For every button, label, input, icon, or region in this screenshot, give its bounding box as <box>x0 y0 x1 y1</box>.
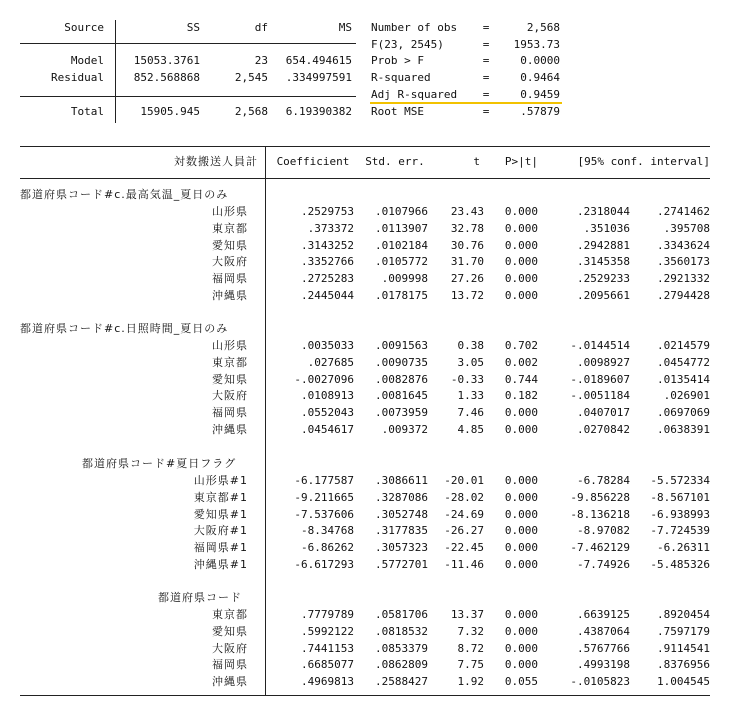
p-value: 0.000 <box>504 641 538 655</box>
coef-value: .2529753 <box>301 205 354 218</box>
ci-high-value: 1.004545 <box>657 675 710 689</box>
coef-value: .3352766 <box>301 255 354 269</box>
stat-value: 0.9459 <box>520 88 560 101</box>
p-value: 0.000 <box>504 474 538 487</box>
ci-high-value: .9114541 <box>657 641 710 655</box>
ci-low-value: -6.78284 <box>577 474 630 487</box>
row-label: 大阪府 <box>212 255 248 269</box>
row-label: 愛知県 <box>212 372 248 386</box>
anova-header-df: df <box>254 21 268 34</box>
ci-low-value: -.0189607 <box>570 372 630 386</box>
group-title: 都道府県コード#夏日フラグ <box>82 457 237 470</box>
p-value: 0.000 <box>504 406 538 420</box>
ci-low-value: -.0144514 <box>570 339 630 352</box>
coef-value: -.0027096 <box>294 372 354 386</box>
ci-low-value: .0407017 <box>577 406 630 420</box>
coef-value: .7779789 <box>301 608 354 621</box>
ci-high-value: -7.724539 <box>650 524 710 538</box>
ci-high-value: .3560173 <box>657 255 710 269</box>
coef-value: -6.177587 <box>294 474 354 487</box>
stat-equals: = <box>482 21 490 34</box>
coef-value: .0035033 <box>301 339 354 352</box>
t-value: -28.02 <box>444 490 484 504</box>
p-value: 0.000 <box>504 608 538 621</box>
stat-value: 2,568 <box>526 21 560 34</box>
ci-low-value: .6639125 <box>577 608 630 621</box>
p-value: 0.000 <box>504 658 538 672</box>
coef-value: .2445044 <box>301 289 354 302</box>
row-label: 福岡県 <box>212 272 248 286</box>
coef-value: .0454617 <box>301 423 354 436</box>
row-label: 大阪府 <box>212 389 248 403</box>
anova-ss-value: 15905.945 <box>140 105 200 118</box>
p-value: 0.744 <box>504 372 538 386</box>
ci-low-value: .2318044 <box>577 205 630 218</box>
ci-high-value: .026901 <box>663 389 710 403</box>
stat-equals: = <box>482 88 490 101</box>
ci-low-value: .3145358 <box>577 255 630 269</box>
row-label: 愛知県 <box>212 624 248 638</box>
coef-header-coefficient: Coefficient <box>276 155 350 168</box>
coef-value: -8.34768 <box>301 524 354 538</box>
anova-ss-value: 852.568868 <box>133 71 200 84</box>
coef-value: .027685 <box>307 355 354 369</box>
ci-low-value: .2529233 <box>577 272 630 286</box>
coef-value: -6.617293 <box>294 558 354 571</box>
p-value: 0.000 <box>504 272 538 286</box>
stderr-value: .0102184 <box>375 238 428 252</box>
anova-df-value: 2,545 <box>234 71 268 84</box>
p-value: 0.000 <box>504 205 538 218</box>
stderr-value: .0090735 <box>375 355 428 369</box>
coef-header-rule <box>20 178 710 179</box>
ci-high-value: -5.572334 <box>650 474 710 487</box>
ci-high-value: .2921332 <box>657 272 710 286</box>
ci-low-value: -.0051184 <box>570 389 630 403</box>
stderr-value: .009372 <box>381 423 428 436</box>
ci-high-value: .2741462 <box>657 205 710 218</box>
p-value: 0.000 <box>504 558 538 571</box>
ci-high-value: .0214579 <box>657 339 710 352</box>
coef-value: .6685077 <box>301 658 354 672</box>
t-value: -11.46 <box>444 558 484 571</box>
coef-top-rule <box>20 146 710 147</box>
stderr-value: .0862809 <box>375 658 428 672</box>
coef-header-p: P>|t| <box>504 155 538 168</box>
row-label: 沖縄県 <box>212 289 248 302</box>
stderr-value: .3052748 <box>375 507 428 521</box>
t-value: 13.37 <box>450 608 484 621</box>
ci-low-value: .2942881 <box>577 238 630 252</box>
stderr-value: .3287086 <box>375 490 428 504</box>
ci-high-value: .0454772 <box>657 355 710 369</box>
anova-total-rule <box>20 96 356 97</box>
p-value: 0.000 <box>504 221 538 235</box>
coef-value: .0108913 <box>301 389 354 403</box>
p-value: 0.000 <box>504 524 538 538</box>
row-label: 福岡県 <box>212 406 248 420</box>
row-label: 沖縄県 <box>212 423 248 436</box>
coef-value: -7.537606 <box>294 507 354 521</box>
stat-equals: = <box>482 105 490 118</box>
anova-df-value: 2,568 <box>234 105 268 118</box>
stat-equals: = <box>482 71 490 84</box>
stderr-value: .0581706 <box>375 608 428 621</box>
row-label: 東京都#1 <box>193 490 248 504</box>
stat-value: .57879 <box>520 105 560 118</box>
row-label: 山形県 <box>212 205 248 218</box>
stderr-value: .0818532 <box>375 624 428 638</box>
row-label: 東京都 <box>212 355 248 369</box>
p-value: 0.000 <box>504 289 538 302</box>
anova-header-ms: MS <box>338 21 352 34</box>
p-value: 0.000 <box>504 238 538 252</box>
stderr-value: .0082876 <box>375 372 428 386</box>
stat-label: Root MSE <box>371 105 424 118</box>
t-value: 30.76 <box>450 238 484 252</box>
ci-high-value: -6.938993 <box>650 507 710 521</box>
t-value: -20.01 <box>444 474 484 487</box>
ci-low-value: -7.74926 <box>577 558 630 571</box>
coef-value: .3143252 <box>301 238 354 252</box>
ci-high-value: .395708 <box>663 221 710 235</box>
t-value: 1.92 <box>457 675 484 689</box>
ci-high-value: .3343624 <box>657 238 710 252</box>
anova-vertical-rule <box>115 20 116 123</box>
row-label: 沖縄県#1 <box>193 558 248 571</box>
stderr-value: .0178175 <box>375 289 428 302</box>
anova-source-label: Model <box>70 54 104 67</box>
t-value: 31.70 <box>450 255 484 269</box>
coef-header-depvar: 対数搬送人員計 <box>174 155 258 168</box>
anova-source-label: Total <box>70 105 104 118</box>
coef-value: .7441153 <box>301 641 354 655</box>
ci-high-value: .7597179 <box>657 624 710 638</box>
group-title: 都道府県コード#c.日照時間_夏日のみ <box>20 322 229 335</box>
stderr-value: .0081645 <box>375 389 428 403</box>
t-value: 0.38 <box>457 339 484 352</box>
coef-value: .4969813 <box>301 675 354 689</box>
stat-label: F(23, 2545) <box>371 38 444 51</box>
p-value: 0.000 <box>504 423 538 436</box>
t-value: -22.45 <box>444 541 484 555</box>
stat-value: 0.0000 <box>520 54 560 67</box>
anova-ss-value: 15053.3761 <box>133 54 200 67</box>
coef-bottom-rule <box>20 695 710 696</box>
ci-low-value: .4387064 <box>577 624 630 638</box>
p-value: 0.000 <box>504 490 538 504</box>
stderr-value: .0073959 <box>375 406 428 420</box>
anova-ms-value: 654.494615 <box>285 54 352 67</box>
t-value: 7.46 <box>457 406 484 420</box>
ci-low-value: .351036 <box>583 221 630 235</box>
anova-df-value: 23 <box>254 54 268 67</box>
p-value: 0.000 <box>504 255 538 269</box>
row-label: 沖縄県 <box>212 675 248 689</box>
anova-ms-value: 6.19390382 <box>285 105 352 118</box>
t-value: 7.75 <box>457 658 484 672</box>
p-value: 0.000 <box>504 507 538 521</box>
ci-low-value: -8.136218 <box>570 507 630 521</box>
coef-value: .5992122 <box>301 624 354 638</box>
t-value: 23.43 <box>450 205 484 218</box>
anova-header-source: Source <box>64 21 104 34</box>
ci-high-value: -5.485326 <box>650 558 710 571</box>
anova-source-label: Residual <box>51 71 104 84</box>
row-label: 東京都 <box>212 608 248 621</box>
p-value: 0.055 <box>504 675 538 689</box>
coef-value: -9.211665 <box>294 490 354 504</box>
coef-header-t: t <box>473 155 480 168</box>
stat-label: Prob > F <box>371 54 424 67</box>
t-value: 1.33 <box>457 389 484 403</box>
stderr-value: .5772701 <box>375 558 428 571</box>
t-value: 27.26 <box>450 272 484 286</box>
ci-low-value: -9.856228 <box>570 490 630 504</box>
stderr-value: .3086611 <box>375 474 428 487</box>
coef-value: .373372 <box>307 221 354 235</box>
stat-equals: = <box>482 54 490 67</box>
t-value: 8.72 <box>457 641 484 655</box>
ci-low-value: -.0105823 <box>570 675 630 689</box>
stat-label: Number of obs <box>371 21 458 34</box>
ci-high-value: -8.567101 <box>650 490 710 504</box>
stderr-value: .0105772 <box>375 255 428 269</box>
group-title: 都道府県コード <box>158 591 242 604</box>
stat-value: 0.9464 <box>520 71 560 84</box>
stderr-value: .0107966 <box>375 205 428 218</box>
row-label: 山形県 <box>212 339 248 352</box>
t-value: -0.33 <box>450 372 484 386</box>
row-label: 大阪府#1 <box>193 524 248 538</box>
ci-high-value: -6.26311 <box>657 541 710 555</box>
ci-low-value: -8.97082 <box>577 524 630 538</box>
row-label: 福岡県#1 <box>193 541 248 555</box>
stderr-value: .0113907 <box>375 221 428 235</box>
adj-r2-highlight <box>370 102 562 104</box>
row-label: 愛知県 <box>212 238 248 252</box>
ci-high-value: .0697069 <box>657 406 710 420</box>
ci-low-value: .0270842 <box>577 423 630 436</box>
t-value: -24.69 <box>444 507 484 521</box>
p-value: 0.702 <box>504 339 538 352</box>
anova-header-ss: SS <box>186 21 200 34</box>
group-title: 都道府県コード#c.最高気温_夏日のみ <box>20 188 229 201</box>
ci-high-value: .8920454 <box>657 608 710 621</box>
ci-low-value: .0098927 <box>577 355 630 369</box>
row-label: 愛知県#1 <box>193 507 248 521</box>
stderr-value: .3057323 <box>375 541 428 555</box>
p-value: 0.000 <box>504 624 538 638</box>
stat-label: R-squared <box>371 71 431 84</box>
stat-equals: = <box>482 38 490 51</box>
row-label: 福岡県 <box>212 658 248 672</box>
coef-header-stderr: Std. err. <box>365 155 425 168</box>
coef-value: -6.86262 <box>301 541 354 555</box>
coef-value: .2725283 <box>301 272 354 286</box>
p-value: 0.182 <box>504 389 538 403</box>
ci-high-value: .0135414 <box>657 372 710 386</box>
ci-low-value: .2095661 <box>577 289 630 302</box>
stderr-value: .0853379 <box>375 641 428 655</box>
stderr-value: .009998 <box>381 272 428 286</box>
ci-high-value: .8376956 <box>657 658 710 672</box>
row-label: 東京都 <box>212 221 248 235</box>
ci-low-value: -7.462129 <box>570 541 630 555</box>
stderr-value: .2588427 <box>375 675 428 689</box>
t-value: 32.78 <box>450 221 484 235</box>
ci-low-value: .4993198 <box>577 658 630 672</box>
t-value: 4.85 <box>457 423 484 436</box>
p-value: 0.000 <box>504 541 538 555</box>
stat-label: Adj R-squared <box>371 88 458 101</box>
row-label: 山形県#1 <box>193 474 248 487</box>
anova-ms-value: .334997591 <box>285 71 352 84</box>
stderr-value: .3177835 <box>375 524 428 538</box>
stat-value: 1953.73 <box>513 38 560 51</box>
anova-header-rule <box>20 43 356 44</box>
coef-value: .0552043 <box>301 406 354 420</box>
stderr-value: .0091563 <box>375 339 428 352</box>
t-value: 3.05 <box>457 355 484 369</box>
t-value: 7.32 <box>457 624 484 638</box>
ci-high-value: .0638391 <box>657 423 710 436</box>
row-label: 大阪府 <box>212 641 248 655</box>
t-value: 13.72 <box>450 289 484 302</box>
coef-header-ci: [95% conf. interval] <box>577 155 710 168</box>
ci-high-value: .2794428 <box>657 289 710 302</box>
t-value: -26.27 <box>444 524 484 538</box>
ci-low-value: .5767766 <box>577 641 630 655</box>
p-value: 0.002 <box>504 355 538 369</box>
